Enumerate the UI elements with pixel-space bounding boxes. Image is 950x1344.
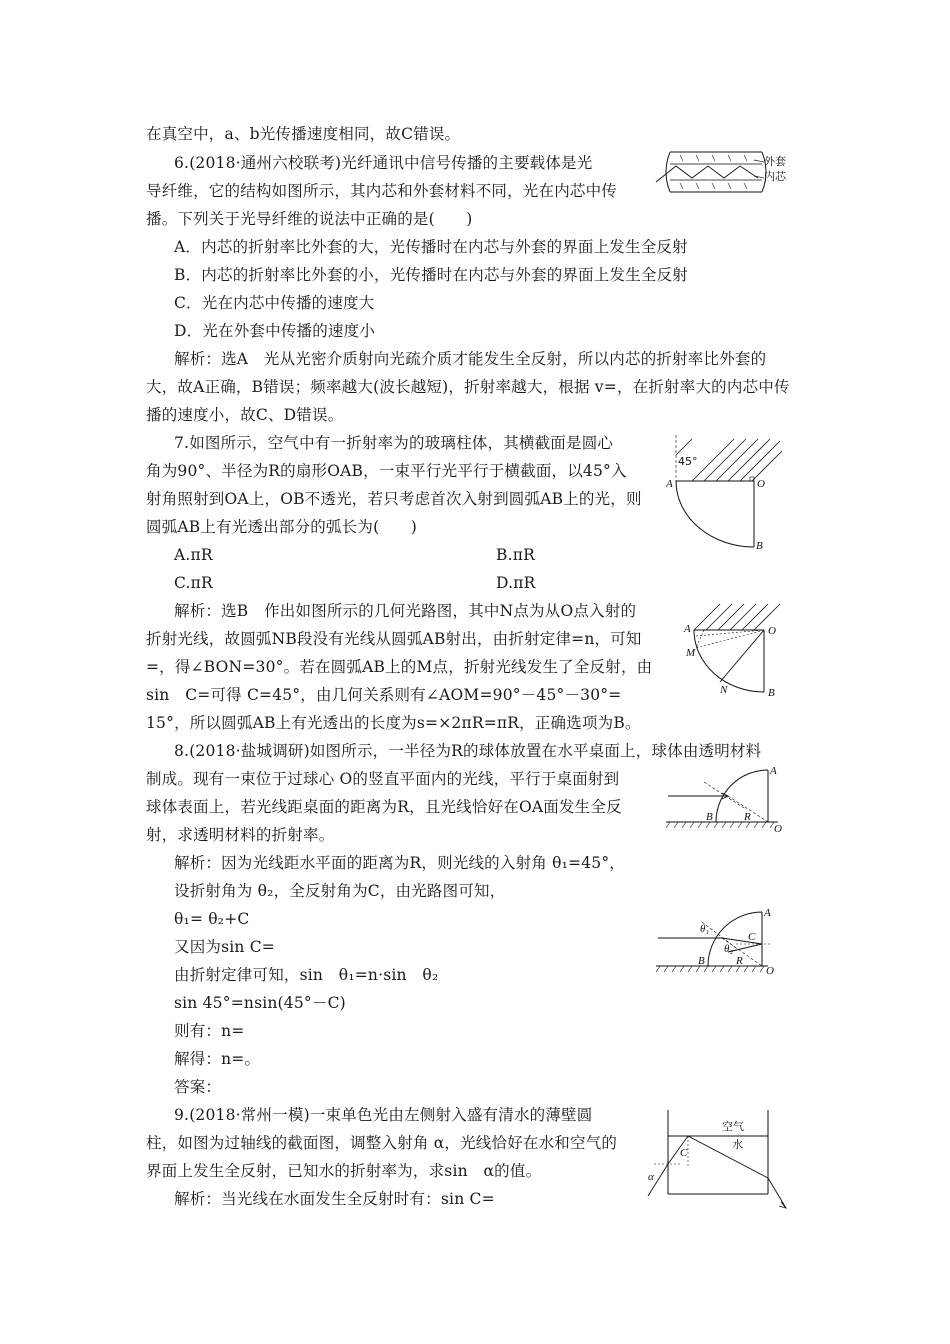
equation-line: 由折射定律可知，sin θ₁=n·sin θ₂ — [174, 966, 439, 984]
text-line: 射，求透明材料的折射率。 — [146, 826, 335, 844]
text-line: 制成。现有一束位于过球心 O的竖直平面内的光线，平行于桌面射到 — [146, 770, 620, 788]
air-label: 空气 — [722, 1120, 744, 1133]
analysis-line: 解析：选B 作出如图所示的几何光路图，其中N点为从O点入射的 — [174, 602, 637, 620]
sector-figure — [664, 435, 784, 555]
radius-label: R — [736, 955, 743, 967]
text-line: 折射光线，故圆弧NB段没有光线从圆弧AB射出，由折射定律=n，可知 — [146, 630, 642, 648]
analysis-line: 解析：因为光线距水平面的距离为R，则光线的入射角 θ₁=45°， — [174, 854, 626, 872]
point-a-label: A — [764, 907, 771, 919]
option-a: A．内芯的折射率比外套的大，光传播时在内芯与外套的界面上发生全反射 — [174, 238, 688, 256]
text-line: =，得∠BON=30°。若在圆弧AB上的M点，折射光线发生了全反射，由 — [146, 658, 653, 676]
text-line: 柱，如图为过轴线的截面图，调整入射角 α，光线恰好在水和空气的 — [146, 1134, 618, 1152]
question-9-line: 9.(2018·常州一模)一束单色光由左侧射入盛有清水的薄壁圆 — [174, 1106, 593, 1124]
text-line: 大，故A正确，B错误；频率越大(波长越短)，折射率越大，根据 v=，在折射率大的内芯中传 — [146, 378, 790, 396]
cylinder-figure — [640, 1108, 790, 1213]
theta1-label: θ₁ — [700, 923, 710, 935]
radius-label: R — [744, 811, 751, 823]
water-label: 水 — [732, 1138, 743, 1151]
point-b-label: B — [706, 811, 713, 823]
equation-line: 解得：n=。 — [174, 1050, 261, 1068]
text-line: 播的速度小，故C、D错误。 — [146, 406, 344, 424]
sphere-figure — [662, 762, 792, 834]
angle-label: 45° — [678, 455, 698, 468]
point-n-label: N — [720, 684, 728, 696]
text-line: 圆弧AB上有光透出部分的弧长为( ) — [146, 518, 417, 536]
option-d: D.πR — [496, 574, 536, 592]
option-b: B．内芯的折射率比外套的小，光传播时在内芯与外套的界面上发生全反射 — [174, 266, 688, 284]
text-line: 角为90°、半径为R的扇形OAB，一束平行光平行于横截面，以45°入 — [146, 462, 627, 480]
point-o-label: O — [768, 625, 776, 637]
theta2-label: θ₂ — [724, 943, 734, 955]
point-a-label: A — [666, 478, 673, 490]
point-o-label: O — [766, 965, 774, 977]
point-b-label: B — [756, 540, 763, 552]
answer-label: 答案： — [174, 1078, 222, 1096]
point-m-label: M — [686, 647, 696, 659]
equation-line: sin 45°=nsin(45°－C) — [174, 994, 346, 1012]
fiber-inner-label: 内芯 — [764, 170, 786, 183]
analysis-line: 解析：当光线在水面发生全反射时有：sin C= — [174, 1190, 495, 1208]
text-line: 导纤维，它的结构如图所示，其内芯和外套材料不同，光在内芯中传 — [146, 182, 618, 200]
sphere-analysis-figure — [652, 904, 784, 976]
text-line: 播。下列关于光导纤维的说法中正确的是( ) — [146, 210, 473, 228]
option-b: B.πR — [496, 546, 535, 564]
optical-fiber-figure — [654, 148, 794, 198]
text-line: 界面上发生全反射，已知水的折射率为，求sin α的值。 — [146, 1162, 542, 1180]
point-b-label: B — [768, 687, 775, 699]
alpha-label: α — [648, 1171, 654, 1183]
equation-line: 则有：n= — [174, 1022, 245, 1040]
analysis-line: 解析：选A 光从光密介质射向光疏介质才能发生全反射，所以内芯的折射率比外套的 — [174, 350, 767, 368]
option-a: A.πR — [174, 546, 213, 564]
critical-angle-label: C — [680, 1147, 688, 1159]
fiber-outer-label: 外套 — [764, 155, 786, 168]
question-8-line: 8.(2018·盐城调研)如图所示，一半径为R的球体放置在水平桌面上，球体由透明材料 — [174, 742, 762, 760]
text-line: sin C=可得 C=45°，由几何关系则有∠AOM=90°－45°－30°= — [146, 686, 622, 704]
option-c: C．光在内芯中传播的速度大 — [174, 294, 375, 312]
point-b-label: B — [698, 955, 705, 967]
text-line: 射角照射到OA上，OB不透光，若只考虑首次入射到圆弧AB上的光，则 — [146, 490, 642, 508]
critical-angle-label: C — [748, 931, 756, 943]
equation-line: 又因为sin C= — [174, 938, 275, 956]
option-d: D．光在外套中传播的速度小 — [174, 322, 376, 340]
point-o-label: O — [774, 823, 782, 835]
sector-analysis-figure — [680, 600, 785, 700]
text-line: 设折射角为 θ₂，全反射角为C，由光路图可知， — [174, 882, 506, 900]
text-line: 在真空中，a、b光传播速度相同，故C错误。 — [146, 125, 461, 143]
option-c: C.πR — [174, 574, 213, 592]
text-line: 15°，所以圆弧AB上有光透出的长度为s=×2πR=πR，正确选项为B。 — [146, 714, 641, 732]
equation-line: θ₁= θ₂+C — [174, 910, 250, 928]
point-a-label: A — [684, 623, 691, 635]
question-7-line: 7.如图所示，空气中有一折射率为的玻璃柱体，其横截面是圆心 — [174, 434, 614, 452]
text-line: 球体表面上，若光线距桌面的距离为R，且光线恰好在OA面发生全反 — [146, 798, 622, 816]
point-o-label: O — [757, 478, 765, 490]
point-a-label: A — [770, 765, 777, 777]
question-6-line: 6.(2018·通州六校联考)光纤通讯中信号传播的主要载体是光 — [174, 154, 593, 172]
